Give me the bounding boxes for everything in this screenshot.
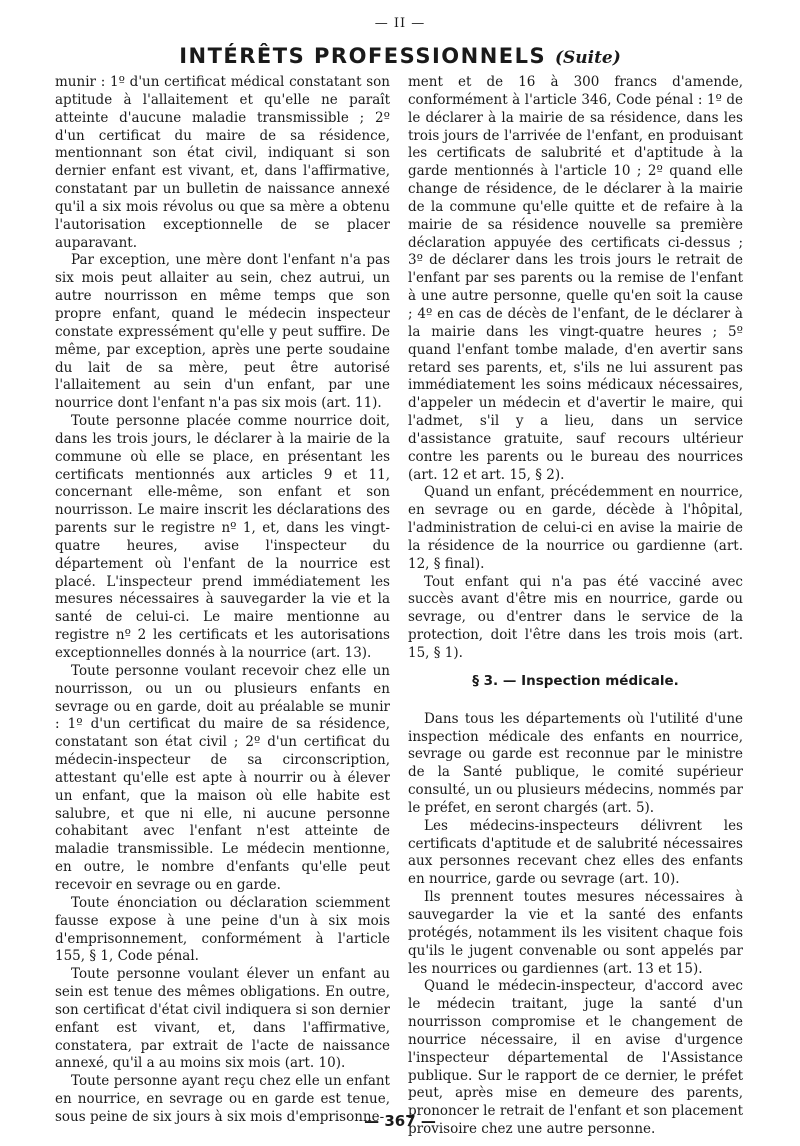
- paragraph: Toute personne placée comme nourrice doit, dans les trois jours, le déclarer à la mairie de la commune où elle se place, en présentant les certificats mentionnés aux articles 9 et 11, concernant elle-même, son enfant et son nourrisson. Le maire inscrit les déclarations des parents sur le registre nº 1, et, dans les vingt-quatre heures, avise l'inspecteur du département où l'enfant de la nourrice est placé. L'inspecteur prend immédiatement les mesures nécessaires à sauvegarder la vie et la santé de celui-ci. Le maire mentionne au registre nº 2 les certificats et les autorisations exceptionnelles donnés à la nourrice (art. 13).: [55, 413, 390, 661]
- paragraph: Les médecins-inspecteurs délivrent les certificats d'aptitude et de salubrité nécessaires aux personnes recevant chez elles des enfants en nourrice, garde ou sevrage (art. 10).: [408, 817, 743, 888]
- paragraph: Toute personne ayant reçu chez elle un enfant en nourrice, en sevrage ou en garde est tenue, sous peine de six jours à six mois d'emprisonne-: [55, 1073, 390, 1125]
- paragraph: Dans tous les départements où l'utilité d'une inspection médicale des enfants en nourrice, sevrage ou garde est reconnue par le ministre de la Santé publique, le comité supérieur consulté, un ou plusieurs médecins, nommés par le préfet, en seront chargés (art. 5).: [408, 710, 743, 816]
- left-column: [55, 74, 390, 1127]
- header-title: INTÉRÊTS PROFESSIONNELS: [179, 44, 547, 68]
- page-number: — 367 —: [364, 1112, 436, 1130]
- paragraph: Toute énonciation ou déclaration sciemment fausse expose à une peine d'un à six mois d'emprisonnement, conformément à l'article 155, § 1, Code pénal.: [55, 894, 390, 965]
- running-header: [0, 44, 800, 68]
- paragraph: Toute personne voulant recevoir chez elle un nourrisson, ou un ou plusieurs enfants en sevrage ou en garde, doit au préalable se munir : 1º d'un certificat du maire de sa résidence, constatant son état civil ; 2º d'un certificat du médecin-inspecteur de sa circonscription, attestant qu'elle est apte à nourrir ou à élever un enfant, que la maison où elle habite est salubre, et que ni elle, ni aucune personne cohabitant avec l'enfant n'est atteinte de maladie transmissible. Le médecin mentionne, en outre, le nombre d'enfants qu'elle peut recevoir en sevrage ou en garde.: [55, 662, 390, 893]
- section-title: § 3. — Inspection médicale.: [472, 672, 679, 689]
- paragraph: Quand un enfant, précédemment en nourrice, en sevrage ou en garde, décède à l'hôpital, l'administration de celui-ci en avise la mairie de la résidence de la nourrice ou gardienne (art. 12, § final).: [408, 484, 743, 572]
- paragraph: Quand le médecin-inspecteur, d'accord avec le médecin traitant, juge la santé d'un nourrisson compromise et le changement de nourrice nécessaire, il en avise d'urgence l'inspecteur départemental de l'Assistance publique. Sur le rapport de ce dernier, le préfet peut, après mise en demeure des parents, prononcer le retrait de l'enfant et son placement provisoire chez une autre personne.: [408, 978, 743, 1138]
- paragraph: Ils prennent toutes mesures nécessaires à sauvegarder la vie et la santé des enfants protégés, notamment ils les visitent chaque fois qu'ils le jugent convenable ou sont appelés par les nourrices ou gardiennes (art. 13 et 15).: [408, 889, 743, 977]
- header-suite: (Suite): [554, 48, 621, 68]
- folio: — II —: [374, 16, 426, 31]
- right-column: [408, 74, 743, 1139]
- paragraph: Tout enfant qui n'a pas été vacciné avec succès avant d'être mis en nourrice, garde ou sevrage, ou d'entrer dans le service de la protection, doit l'être dans les trois mois (art. 15, § 1).: [408, 573, 743, 661]
- paragraph: Par exception, une mère dont l'enfant n'a pas six mois peut allaiter au sein, chez autrui, un autre nourrisson en même temps que son propre enfant, quand le médecin inspecteur constate expressément qu'elle y peut suffire. De même, par exception, après une perte soudaine du lait de sa mère, peut être autorisé l'allaitement au sein d'un enfant, par une nourrice dont l'enfant n'a pas six mois (art. 11).: [55, 252, 390, 412]
- paragraph: ment et de 16 à 300 francs d'amende, conformément à l'article 346, Code pénal : 1º de le déclarer à la mairie de sa résidence, dans les trois jours de l'arrivée de l'enfant, en produisant les certificats de salubrité et d'aptitude à la garde mentionnés à l'article 10 ; 2º quand elle change de résidence, de le déclarer à la mairie de la commune qu'elle quitte et de refaire à la mairie de sa résidence nouvelle sa première déclaration appuyée des certificats ci-dessus ; 3º de déclarer dans les trois jours le retrait de l'enfant par ses parents ou la remise de l'enfant à une autre personne, quelle qu'en soit la cause ; 4º en cas de décès de l'enfant, de le déclarer à la mairie dans les vingt-quatre heures ; 5º quand l'enfant tombe malade, d'en avertir sans retard ses parents, et, s'ils ne lui assurent pas immédiatement les soins médicaux nécessaires, d'appeler un médecin et d'avertir le maire, qui l'admet, s'il y a lieu, dans un service d'assistance gratuite, sauf recours ultérieur contre les parents ou le bureau des nourrices (art. 12 et art. 15, § 2).: [408, 74, 743, 483]
- paragraph: Toute personne voulant élever un enfant au sein est tenue des mêmes obligations. En outre, son certificat d'état civil indiquera si son dernier enfant est vivant, et, dans l'affirmative, constatera, par extrait de l'acte de naissance annexé, qu'il a au moins six mois (art. 10).: [55, 966, 390, 1072]
- paragraph: munir : 1º d'un certificat médical constatant son aptitude à l'allaitement et qu'elle ne paraît atteinte d'aucune maladie transmissible ; 2º d'un certificat du maire de sa résidence, mentionnant son état civil, indiquant si son dernier enfant est vivant, et, dans l'affirmative, constatant par un bulletin de naissance annexé qu'il a six mois révolus ou que sa mère a obtenu l'autorisation exceptionnelle de se placer auparavant.: [55, 74, 390, 251]
